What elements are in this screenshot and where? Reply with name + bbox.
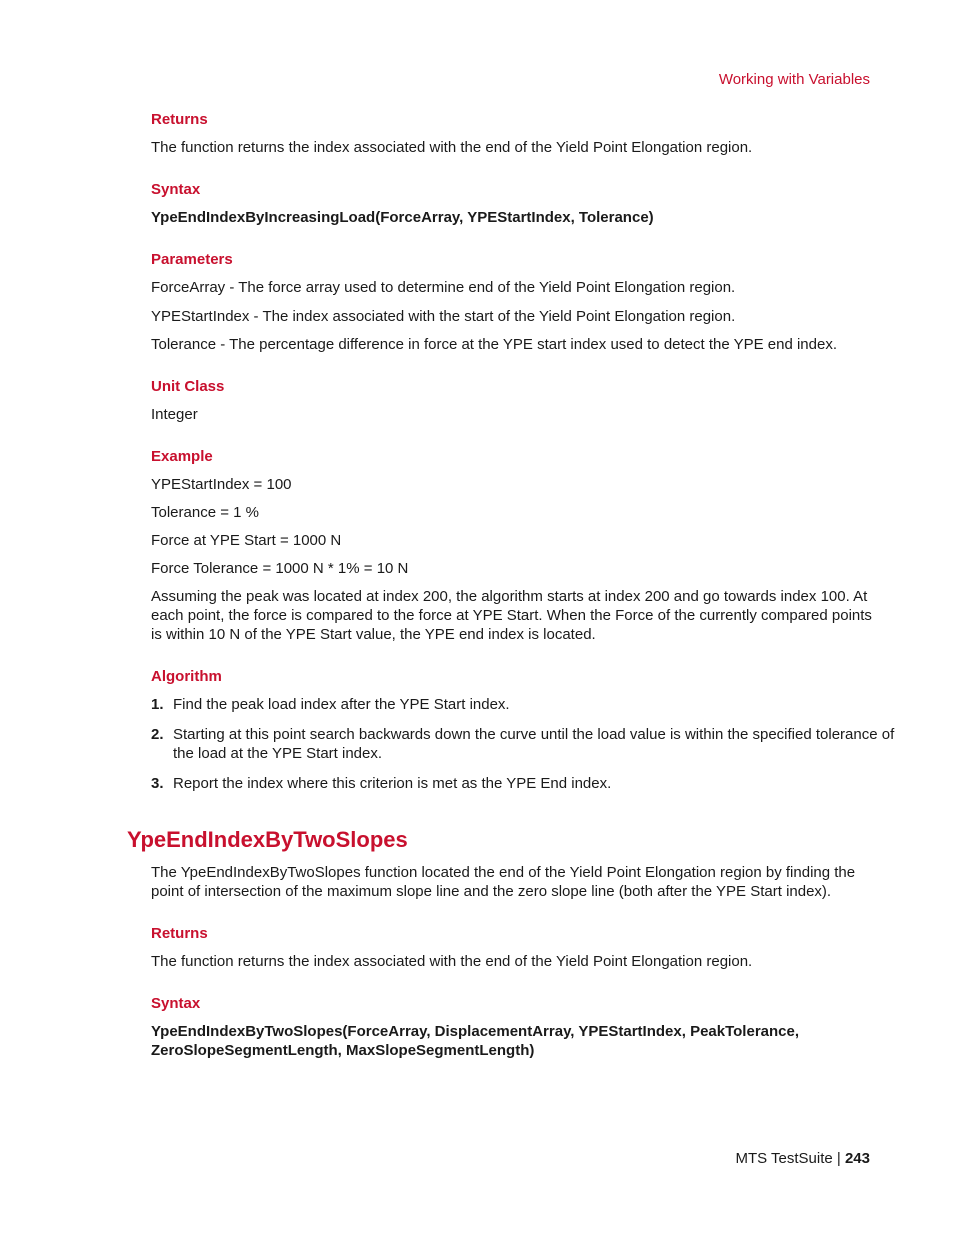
returns-heading: Returns — [151, 925, 208, 942]
example-paragraph: Assuming the peak was located at index 200, the algorithm starts at index 200 and go towards index 100. At each point, the force is compared to the force at YPE Start. When the Force of the currently compared points is within 10 N of the YPE Start value, the YPE end index is located. — [151, 588, 872, 643]
unit-class-text: Integer — [151, 406, 198, 423]
returns-text: The function returns the index associated with the end of the Yield Point Elongation region. — [151, 139, 753, 156]
algorithm-step — [151, 695, 898, 714]
parameter-tolerance: Tolerance - The percentage difference in force at the YPE start index used to detect the YPE end index. — [151, 336, 837, 353]
example-line: Tolerance = 1 % — [151, 504, 259, 521]
step-number: 3. — [151, 775, 164, 792]
syntax-text: YpeEndIndexByIncreasingLoad(ForceArray, YPEStartIndex, Tolerance) — [151, 209, 654, 226]
step-text: Report the index where this criterion is met as the YPE End index. — [173, 775, 612, 792]
example-line: Force at YPE Start = 1000 N — [151, 532, 342, 549]
footer-separator: | — [832, 1150, 845, 1167]
returns-heading: Returns — [151, 111, 208, 128]
algorithm-step — [151, 774, 898, 793]
algorithm-step — [151, 725, 898, 763]
step-text: Find the peak load index after the YPE Start index. — [173, 696, 510, 713]
parameter-force-array: ForceArray - The force array used to determine end of the Yield Point Elongation region. — [151, 279, 736, 296]
step-number: 1. — [151, 696, 164, 713]
page-footer — [735, 1149, 870, 1168]
running-header: Working with Variables — [718, 71, 870, 88]
example-heading: Example — [151, 448, 213, 465]
syntax-heading: Syntax — [151, 181, 201, 198]
algorithm-heading: Algorithm — [151, 668, 222, 685]
example-line: Force Tolerance = 1000 N * 1% = 10 N — [151, 560, 409, 577]
syntax-text: YpeEndIndexByTwoSlopes(ForceArray, DisplacementArray, YPEStartIndex, PeakTolerance, ZeroSlopeSegmentLength, MaxSlopeSegmentLength) — [151, 1023, 800, 1059]
unit-class-heading: Unit Class — [151, 378, 225, 395]
parameters-heading: Parameters — [151, 251, 233, 268]
example-line: YPEStartIndex = 100 — [151, 476, 292, 493]
step-number: 2. — [151, 726, 164, 743]
section-intro: The YpeEndIndexByTwoSlopes function located the end of the Yield Point Elongation region by finding the point of intersection of the maximum slope line and the zero slope line (both after the YPE Start index). — [151, 864, 856, 900]
product-name: MTS TestSuite — [735, 1150, 833, 1167]
page-number: 243 — [844, 1150, 870, 1167]
parameter-ype-start-index: YPEStartIndex - The index associated with the start of the Yield Point Elongation region. — [151, 308, 736, 325]
step-text: Starting at this point search backwards down the curve until the load value is within the specified tolerance of the load at the YPE Start index. — [173, 726, 895, 762]
section-title: YpeEndIndexByTwoSlopes — [127, 827, 408, 852]
returns-text: The function returns the index associated with the end of the Yield Point Elongation region. — [151, 953, 753, 970]
syntax-heading: Syntax — [151, 995, 201, 1012]
